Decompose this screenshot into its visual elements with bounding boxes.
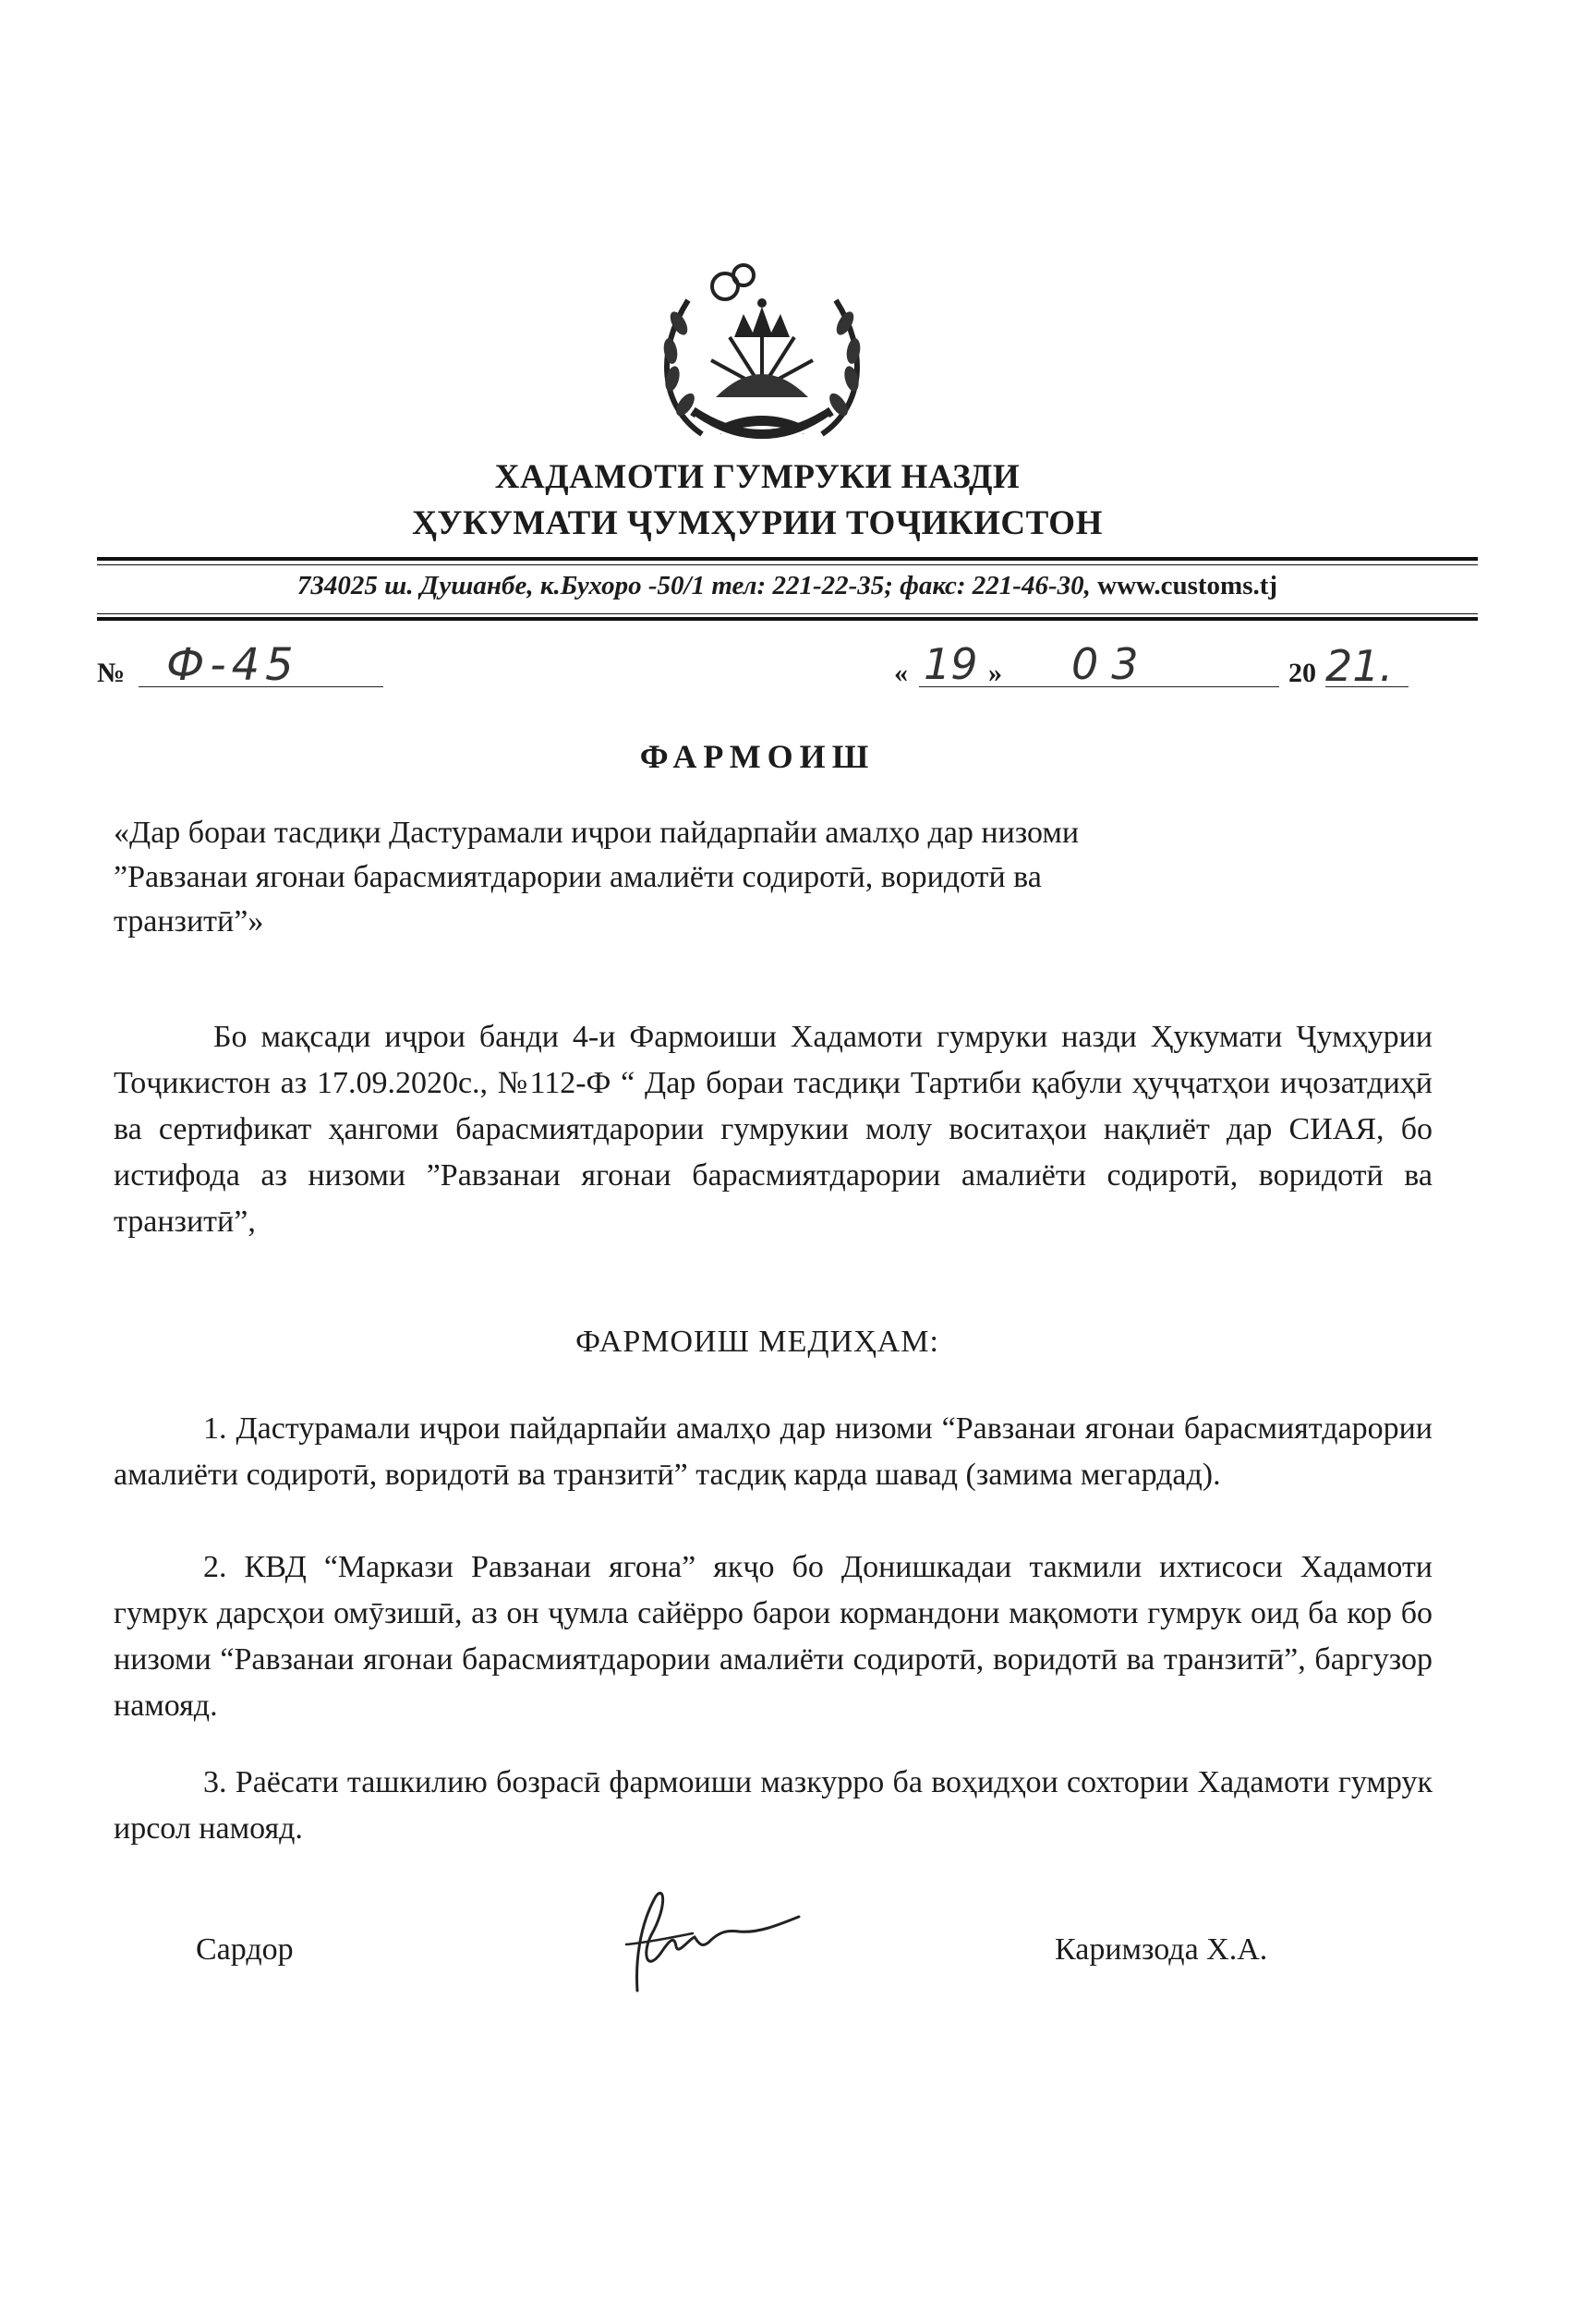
- website-link: www.customs.tj: [1097, 571, 1278, 600]
- date-year-prefix: 20: [1288, 658, 1316, 688]
- organization-name-line1: ХАДАМОТИ ГУМРУКИ НАЗДИ: [494, 458, 1021, 496]
- document-title: ФАРМОИШ: [639, 738, 876, 775]
- signatory-position: Сардор: [196, 1932, 294, 1967]
- document-number-value: Ф-45: [166, 639, 299, 691]
- header-rule-bottom-thick: [97, 617, 1478, 621]
- order-heading: ФАРМОИШ МЕДИҲАМ:: [575, 1325, 939, 1359]
- contact-address: [97, 571, 1478, 601]
- date-day: 19: [924, 639, 978, 689]
- header-rule-top-thick: [97, 557, 1478, 561]
- document-subject: «Дар бораи тасдиқи Дастурамали иҷрои пайдарпайи амалҳо дар низоми ”Равзанаи ягонаи барасмиятдарории амалиёти содиротӣ, воридотӣ ва транзитӣ”»: [114, 816, 1080, 939]
- handwritten-signature: [610, 1889, 804, 2000]
- signatory-name: Каримзода Х.А.: [1055, 1932, 1268, 1967]
- header-rule-bottom-thin: [97, 613, 1478, 614]
- date-month: 03: [1071, 639, 1152, 689]
- date-year-suffix: 21.: [1325, 641, 1394, 691]
- header-rule-top-thin: [97, 564, 1478, 565]
- address-text: 734025 ш. Душанбе, к.Бухоро -50/1 тел: 221-22-35; факс: 221-46-30,: [296, 571, 1091, 600]
- order-item-3: 3. Раёсати ташкилию бозрасӣ фармоиши мазкурро ба воҳидҳои сохтории Хадамоти гумрук ирсол намояд.: [114, 1765, 1433, 1846]
- order-item-2: 2. КВД “Маркази Равзанаи ягона” якҷо бо Донишкадаи такмили ихтисоси Хадамоти гумрук дарсҳои омӯзишӣ, аз он ҷумла сайёрро барои кормандони мақомоти гумрук оид ба кор бо низоми “Равзанаи ягонаи барасмиятдарории амалиёти содиротӣ, воридотӣ ва транзитӣ”, баргузор намояд.: [114, 1550, 1433, 1723]
- date-quote-close: »: [988, 658, 1002, 688]
- date-quote-open: «: [894, 658, 908, 688]
- organization-name-line2: ҲУКУМАТИ ҶУМҲУРИИ ТОҶИКИСТОН: [412, 504, 1103, 542]
- preamble-paragraph: Бо мақсади иҷрои банди 4-и Фармоиши Хадамоти гумруки назди Ҳукумати Ҷумҳурии Тоҷикистон аз 17.09.2020с., №112-Ф “ Дар бораи тасдиқи Тартиби қабули ҳуҷҷатҳои иҷозатдиҳӣ ва сертификат ҳангоми барасмиятдарории гумрукии молу воситаҳои нақлиёт дар СИАЯ, бо истифода аз низоми ”Равзанаи ягонаи барасмиятдарории амалиёти содиротӣ, воридотӣ ва транзитӣ”,: [114, 1020, 1433, 1239]
- state-emblem: [637, 249, 887, 471]
- document-number-label: №: [97, 658, 126, 688]
- order-item-1: 1. Дастурамали иҷрои пайдарпайи амалҳо дар низоми “Равзанаи ягонаи барасмиятдарории амалиёти содиротӣ, воридотӣ ва транзитӣ” тасдиқ карда шавад (замима мегардад).: [114, 1411, 1433, 1492]
